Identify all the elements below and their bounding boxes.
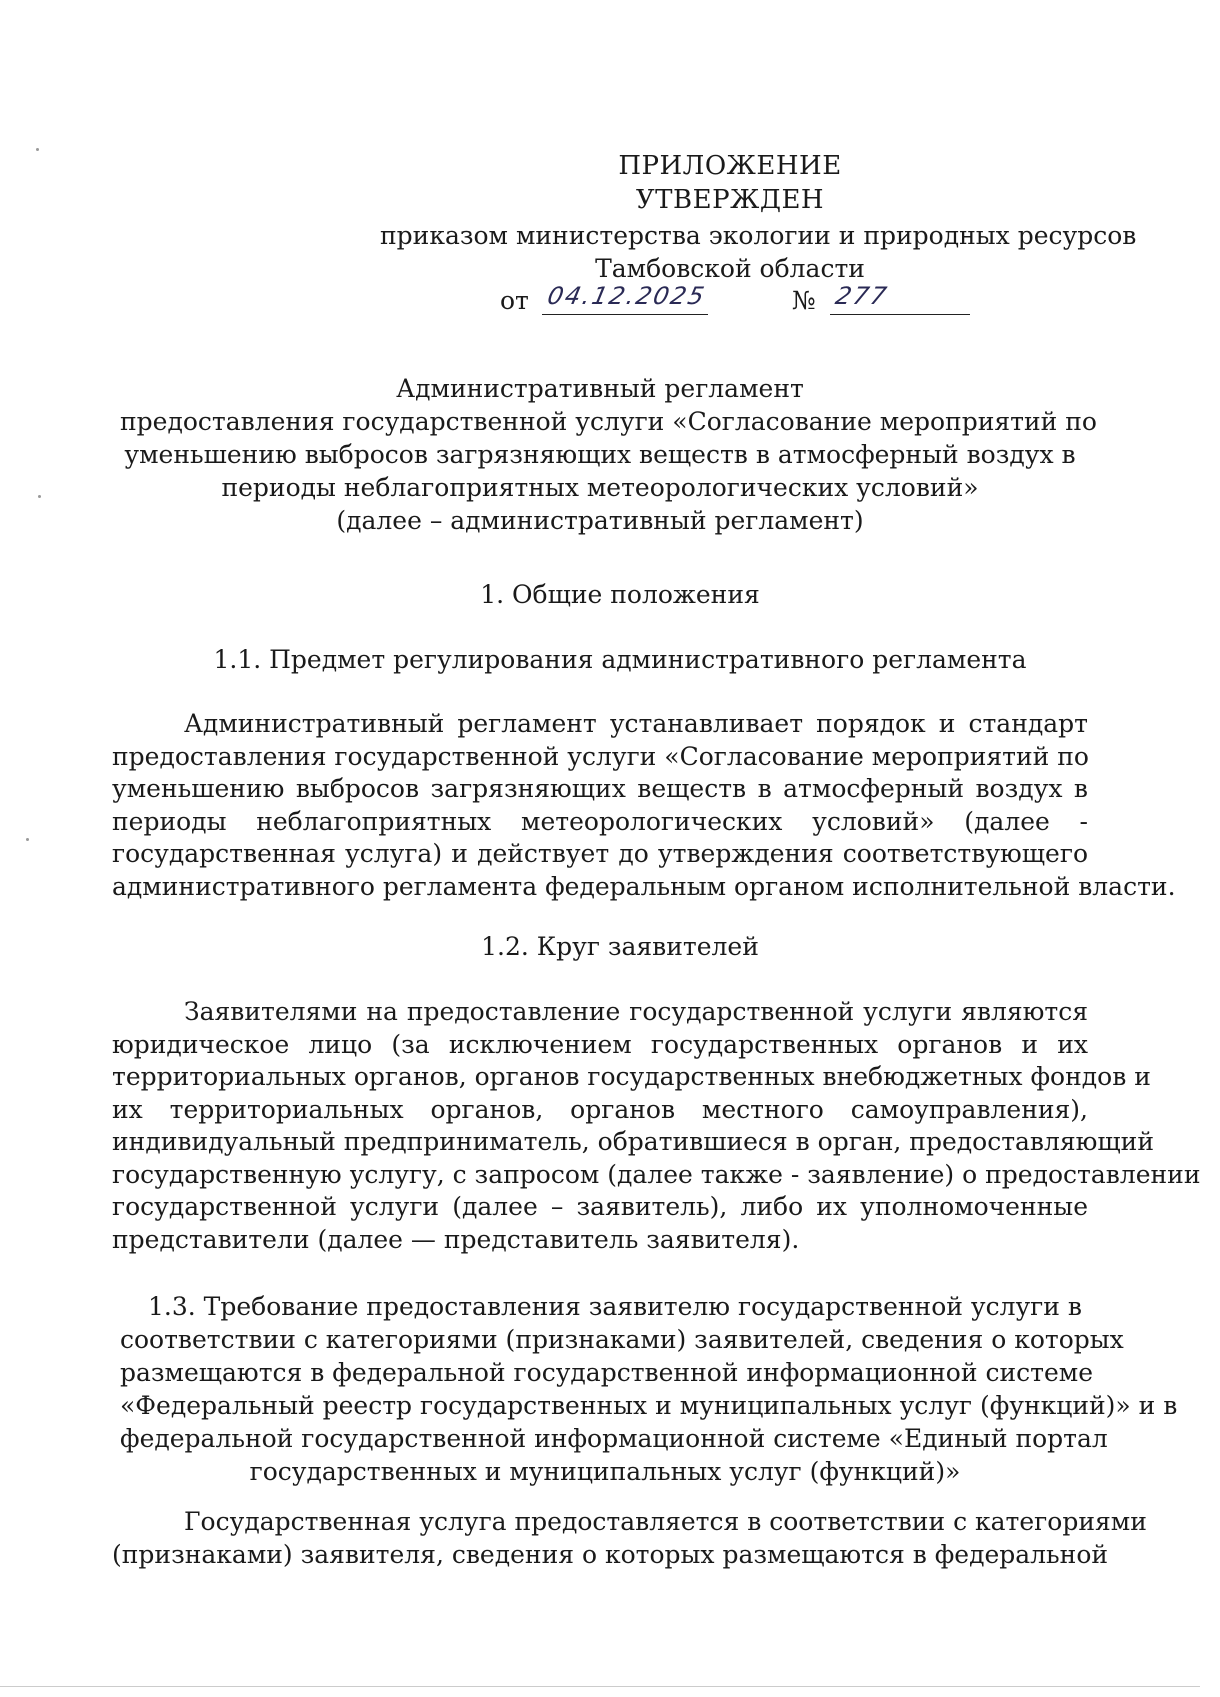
paragraph-line: периоды неблагоприятных метеорологических условий» (далее -	[112, 806, 1088, 836]
document-title	[120, 372, 1097, 537]
section-heading-subject: 1.1. Предмет регулирования административного регламента	[213, 645, 1027, 674]
heading-line: соответствии с категориями (признаками) заявителей, сведения о которых	[120, 1325, 1124, 1354]
date-underline	[542, 314, 708, 315]
title-line: периоды неблагоприятных метеорологических условий»	[221, 473, 979, 502]
paragraph-line: уменьшению выбросов загрязняющих веществ в атмосферный воздух в	[112, 774, 1088, 803]
paragraph-categories	[112, 1506, 1147, 1571]
heading-line: «Федеральный реестр государственных и муниципальных услуг (функций)» и в	[120, 1391, 1178, 1420]
paragraph-line: их территориальных органов, органов местного самоуправления),	[112, 1094, 1088, 1124]
title-line: (далее – административный регламент)	[336, 506, 864, 535]
paragraph-line: индивидуальный предприниматель, обратившиеся в орган, предоставляющий	[112, 1127, 1154, 1156]
paragraph-line: Заявителями на предоставление государственной услуги являются	[184, 997, 1088, 1026]
scan-speck	[26, 838, 29, 841]
handwritten-number: 277	[833, 282, 891, 310]
appendix-heading: ПРИЛОЖЕНИЕ	[618, 151, 842, 181]
paragraph-line: административного регламента федеральным органом исполнительной власти.	[112, 871, 1176, 901]
paragraph-line: предоставления государственной услуги «Согласование мероприятий по	[112, 741, 1089, 771]
scan-edge-line	[0, 1686, 1200, 1687]
paragraph-line: Государственная услуга предоставляется в соответствии с категориями	[184, 1507, 1147, 1536]
number-label: №	[792, 286, 816, 315]
region-line: Тамбовской области	[595, 254, 865, 283]
paragraph-line: государственной услуги (далее – заявитель), либо их уполномоченные	[112, 1192, 1088, 1221]
heading-line: 1.3. Требование предоставления заявителю государственной услуги в	[148, 1292, 1082, 1321]
date-number-row	[500, 282, 980, 322]
approved-heading: УТВЕРЖДЕН	[635, 185, 825, 215]
paragraph-applicants	[112, 996, 1201, 1256]
heading-line: размещаются в федеральной государственной информационной системе	[120, 1358, 1093, 1387]
paragraph-line: территориальных органов, органов государственных внебюджетных фондов и	[112, 1062, 1151, 1091]
title-line: уменьшению выбросов загрязняющих веществ в атмосферный воздух в	[124, 440, 1076, 469]
order-line: приказом министерства экологии и природных ресурсов	[380, 221, 1137, 250]
paragraph-subject	[112, 708, 1176, 903]
section-heading-requirements	[120, 1290, 1178, 1488]
handwritten-date: 04.12.2025	[545, 282, 709, 310]
scan-speck	[36, 148, 39, 151]
heading-line: государственных и муниципальных услуг (функций)»	[249, 1457, 961, 1486]
date-label: от	[500, 286, 529, 315]
paragraph-line: (признаками) заявителя, сведения о которых размещаются в федеральной	[112, 1539, 1109, 1569]
paragraph-line: государственную услугу, с запросом (далее также - заявление) о предоставлении	[112, 1159, 1201, 1189]
paragraph-line: государственная услуга) и действует до утверждения соответствующего	[112, 839, 1088, 868]
scan-speck	[38, 495, 41, 498]
title-line: Административный регламент	[396, 374, 804, 403]
section-heading-applicants: 1.2. Круг заявителей	[481, 932, 759, 961]
paragraph-line: представители (далее — представитель заявителя).	[112, 1224, 800, 1254]
number-underline	[830, 314, 970, 315]
title-line: предоставления государственной услуги «Согласование мероприятий по	[120, 407, 1097, 436]
paragraph-line: юридическое лицо (за исключением государственных органов и их	[112, 1029, 1088, 1059]
paragraph-line: Административный регламент устанавливает порядок и стандарт	[184, 709, 1088, 738]
heading-line: федеральной государственной информационной системе «Единый портал	[120, 1424, 1108, 1453]
section-heading-general: 1. Общие положения	[480, 580, 760, 609]
